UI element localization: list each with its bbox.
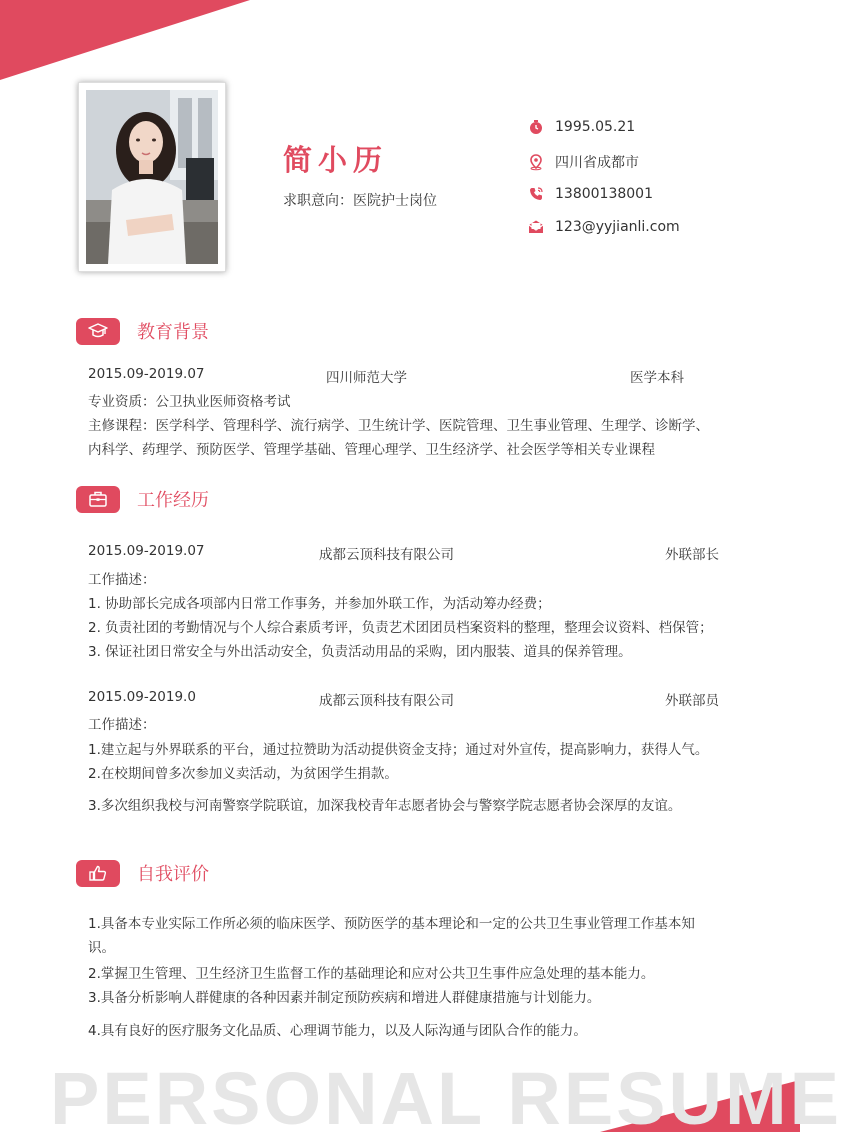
job-1-item-3: 3. 保证社团日常安全与外出活动安全，负责活动用品的采购，团内服装、道具的保养管理。 xyxy=(88,644,632,660)
self-item-1: 1.具备本专业实际工作所必须的临床医学、预防医学的基本理论和一定的公共卫生事业管理工作基本知 xyxy=(88,916,695,932)
education-qualification: 专业资质：公卫执业医师资格考试 xyxy=(88,394,291,410)
job-2-item-2: 2.在校期间曾多次参加义卖活动，为贫困学生捐款。 xyxy=(88,766,398,782)
self-section-header xyxy=(76,858,209,888)
education-period: 2015.09-2019.07 xyxy=(88,366,205,382)
self-item-4: 4.具有良好的医疗服务文化品质、心理调节能力，以及人际沟通与团队合作的能力。 xyxy=(88,1023,587,1039)
self-item-2: 2.掌握卫生管理、卫生经济卫生监督工作的基础理论和应对公共卫生事件应急处理的基本能力。 xyxy=(88,966,655,982)
job-2-item-3: 3.多次组织我校与河南警察学院联谊，加深我校青年志愿者协会与警察学院志愿者协会深厚的友谊。 xyxy=(88,798,682,814)
job-2-row xyxy=(88,689,738,709)
work-badge xyxy=(76,486,120,513)
watermark-text: PERSONAL RESUME xyxy=(50,1057,842,1140)
thumbs-up-icon xyxy=(88,864,108,882)
profile-photo xyxy=(78,82,226,272)
work-section-header xyxy=(76,484,209,514)
education-title: 教育背景 xyxy=(137,322,209,343)
candidate-name: 简小历 xyxy=(283,143,389,177)
phone-text: 13800138001 xyxy=(555,186,653,202)
self-title: 自我评价 xyxy=(137,864,209,885)
job-1-position: 外联部长 xyxy=(665,547,719,563)
mail-icon xyxy=(528,219,544,235)
phone-icon xyxy=(528,186,544,202)
education-row xyxy=(88,366,738,386)
birth-date: 1995.05.21 xyxy=(555,119,636,135)
location-text: 四川省成都市 xyxy=(555,155,639,171)
job-1-period: 2015.09-2019.07 xyxy=(88,543,205,559)
job-1-item-2: 2. 负责社团的考勤情况与个人综合素质考评，负责艺术团团员档案资料的整理，整理会议资料、档保管； xyxy=(88,620,713,636)
watermark xyxy=(50,1057,842,1140)
education-degree: 医学本科 xyxy=(630,370,684,386)
top-left-decoration xyxy=(0,0,250,80)
education-courses-line2: 内科学、药理学、预防医学、管理学基础、管理心理学、卫生经济学、社会医学等相关专业课程 xyxy=(88,442,655,458)
education-section-header xyxy=(76,316,209,346)
self-badge xyxy=(76,860,120,887)
job-1-item-1: 1. 协助部长完成各项部内日常工作事务，并参加外联工作，为活动筹办经费； xyxy=(88,596,551,612)
job-intent: 求职意向：医院护士岗位 xyxy=(283,193,437,209)
education-courses-line1: 主修课程：医学科学、管理科学、流行病学、卫生统计学、医院管理、卫生事业管理、生理学、诊断学、 xyxy=(88,418,709,434)
job-2-desc-label: 工作描述： xyxy=(88,717,156,733)
contact-location xyxy=(528,152,639,172)
contact-email xyxy=(528,219,680,235)
education-badge xyxy=(76,318,120,345)
profile-photo-image xyxy=(86,90,218,264)
email-text: 123@yyjianli.com xyxy=(555,219,680,235)
contact-phone xyxy=(528,186,653,202)
graduation-cap-icon xyxy=(88,322,108,340)
self-item-3: 3.具备分析影响人群健康的各种因素并制定预防疾病和增进人群健康措施与计划能力。 xyxy=(88,990,601,1006)
job-1-desc-label: 工作描述： xyxy=(88,572,156,588)
briefcase-icon xyxy=(88,490,108,508)
contact-birth xyxy=(528,119,635,135)
job-1-row xyxy=(88,543,738,563)
clock-icon xyxy=(528,119,544,135)
job-2-item-1: 1.建立起与外界联系的平台，通过拉赞助为活动提供资金支持；通过对外宣传，提高影响力，获得人气。 xyxy=(88,742,709,758)
job-1-company: 成都云顶科技有限公司 xyxy=(319,547,454,563)
job-2-company: 成都云顶科技有限公司 xyxy=(319,693,454,709)
job-2-period: 2015.09-2019.0 xyxy=(88,689,196,705)
self-item-1-cont: 识。 xyxy=(88,940,115,956)
job-2-position: 外联部员 xyxy=(665,693,719,709)
work-title: 工作经历 xyxy=(137,490,209,511)
education-school: 四川师范大学 xyxy=(326,370,407,386)
location-pin-icon xyxy=(528,154,544,170)
